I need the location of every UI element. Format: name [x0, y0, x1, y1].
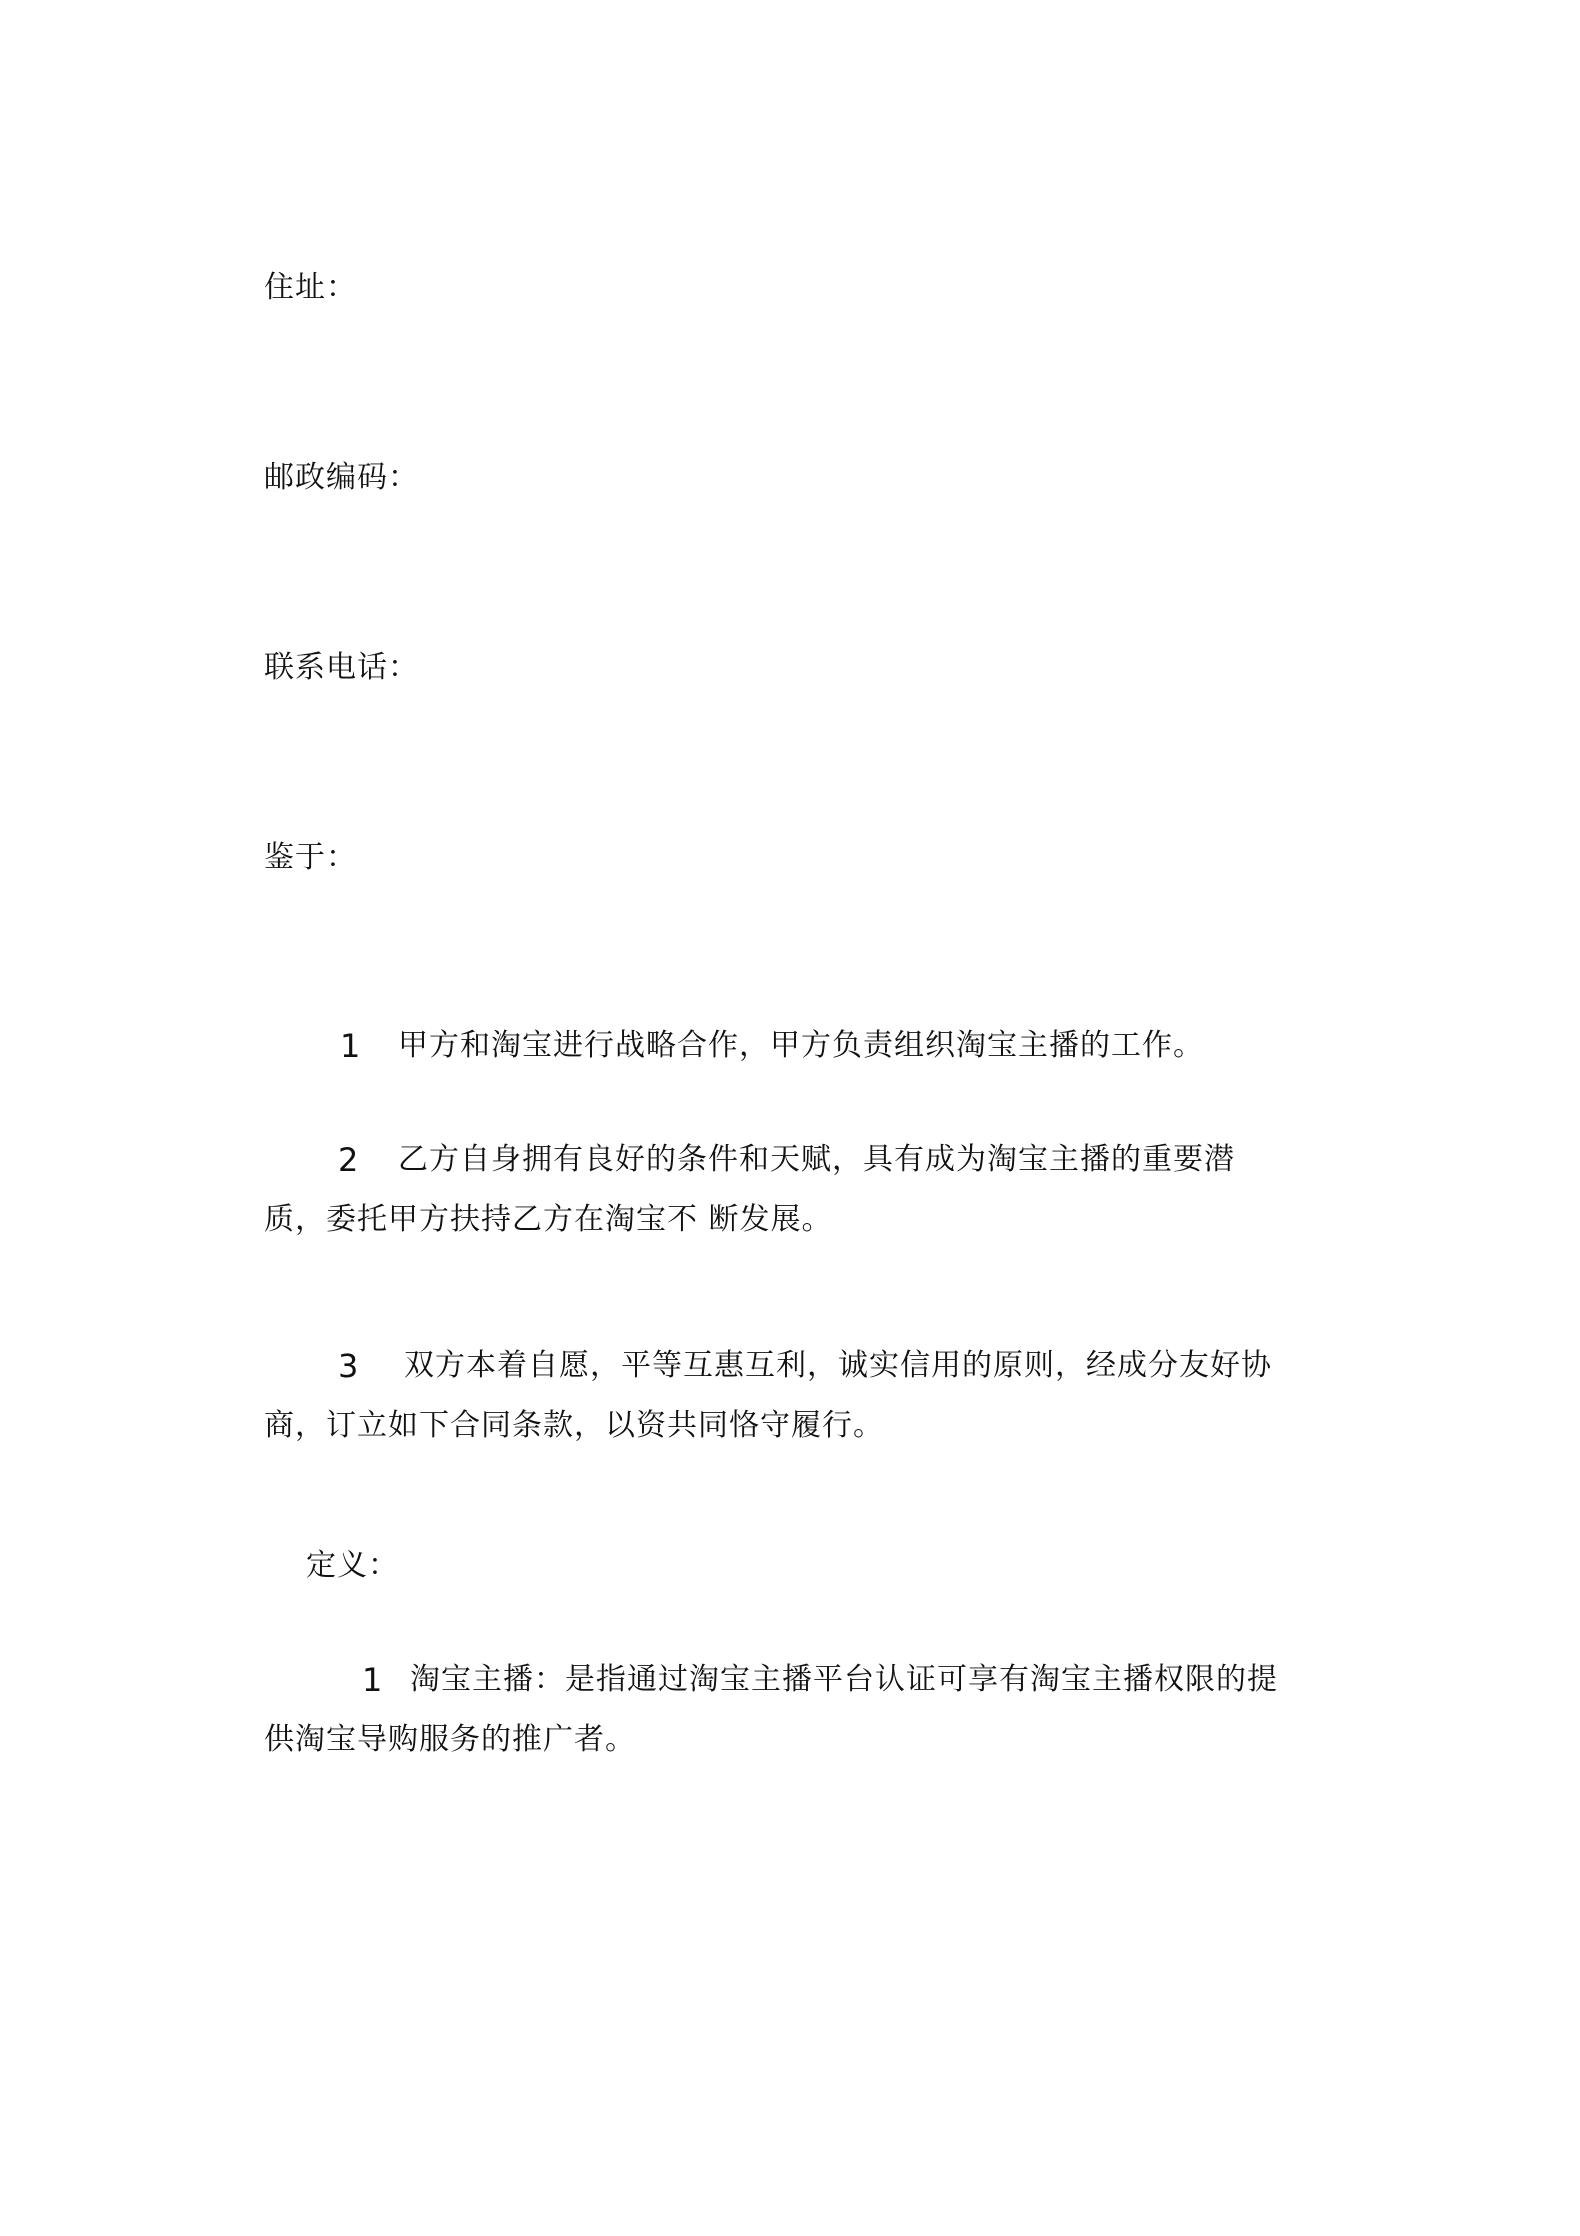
whereas-item-text-continued: 质，委托甲方扶持乙方在淘宝不 断发展。	[264, 1202, 833, 1237]
whereas-item-number: 3	[338, 1347, 359, 1385]
whereas-item-number: 2	[338, 1141, 359, 1179]
definition-item-text: 淘宝主播：是指通过淘宝主播平台认证可享有淘宝主播权限的提	[410, 1662, 1278, 1697]
definition-item-number: 1	[362, 1661, 383, 1699]
whereas-item-number: 1	[340, 1027, 361, 1065]
whereas-item-text: 双方本着自愿，平等互惠互利，诚实信用的原则，经成分友好协	[404, 1348, 1272, 1383]
whereas-label: 鉴于：	[264, 840, 357, 875]
address-label: 住址：	[264, 270, 357, 305]
postal-code-label: 邮政编码：	[264, 460, 419, 495]
whereas-item-text-continued: 商，订立如下合同条款，以资共同恪守履行。	[264, 1408, 884, 1443]
phone-label: 联系电话：	[264, 650, 419, 685]
whereas-item-text: 甲方和淘宝进行战略合作，甲方负责组织淘宝主播的工作。	[398, 1028, 1204, 1063]
definition-item-text-continued: 供淘宝导购服务的推广者。	[264, 1722, 636, 1757]
whereas-item-text: 乙方自身拥有良好的条件和天赋，具有成为淘宝主播的重要潜	[398, 1142, 1235, 1177]
definitions-label: 定义：	[306, 1548, 399, 1583]
